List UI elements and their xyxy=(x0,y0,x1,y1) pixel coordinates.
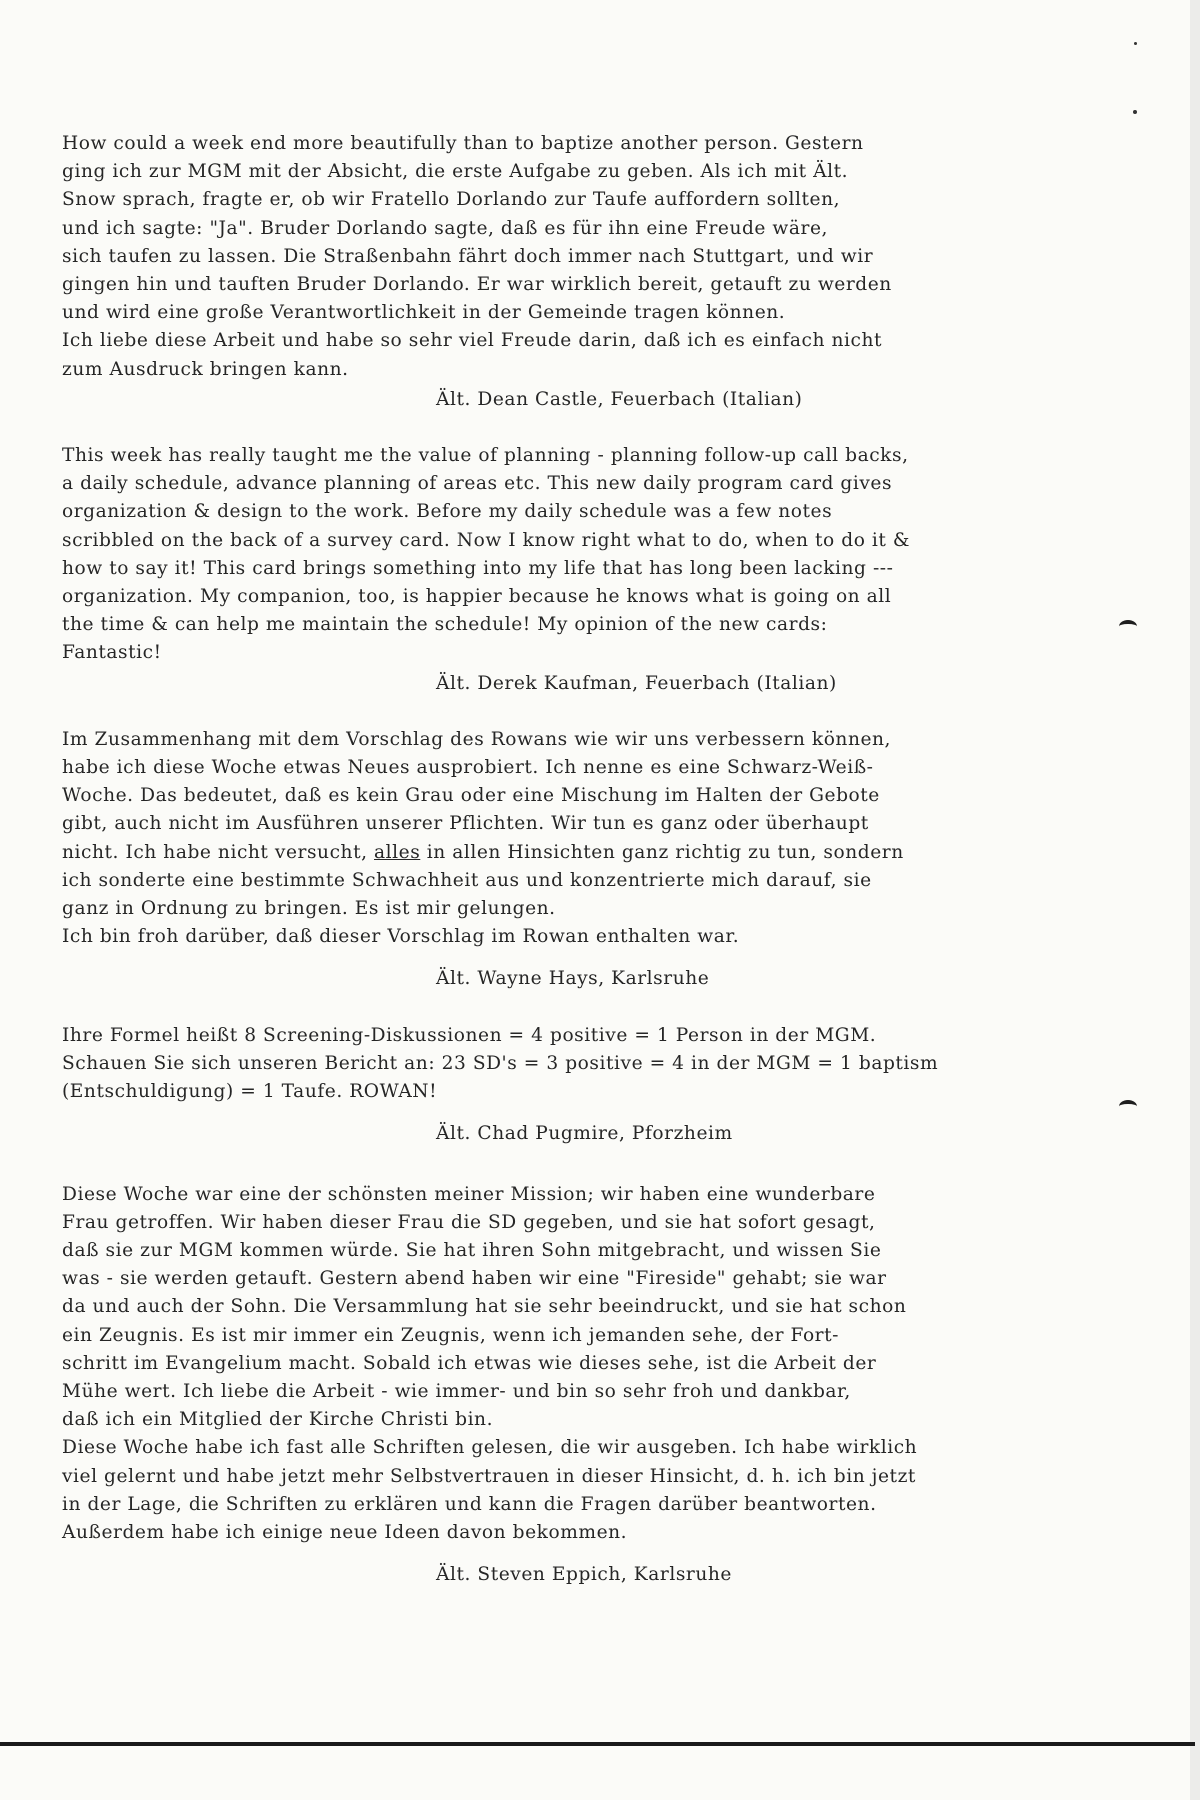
text-line: ich sonderte eine bestimmte Schwachheit aus und konzentrierte mich darauf, sie xyxy=(62,869,872,891)
entry-text xyxy=(62,726,1142,952)
spacer xyxy=(62,414,1142,442)
spacer xyxy=(62,994,1142,1022)
text-line: habe ich diese Woche etwas Neues ausprobiert. Ich nenne es eine Schwarz-Weiß- xyxy=(62,757,874,779)
entry-text xyxy=(62,1022,1142,1107)
text-line: gibt, auch nicht im Ausführen unserer Pflichten. Wir tun es ganz oder überhaupt xyxy=(62,813,869,835)
text-line: Ihre Formel heißt 8 Screening-Diskussionen = 4 positive = 1 Person in der MGM. xyxy=(62,1024,877,1046)
text-line: sich taufen zu lassen. Die Straßenbahn fährt doch immer nach Stuttgart, und wir xyxy=(62,245,874,267)
text-line: Im Zusammenhang mit dem Vorschlag des Rowans wie wir uns verbessern können, xyxy=(62,728,892,750)
entry-signature: Ält. Chad Pugmire, Pforzheim xyxy=(436,1123,733,1145)
entry-signature: Ält. Dean Castle, Feuerbach (Italian) xyxy=(436,388,803,410)
entry-signature: Ält. Wayne Hays, Karlsruhe xyxy=(436,968,710,990)
text-line: was - sie werden getauft. Gestern abend haben wir eine "Fireside" gehabt; sie war xyxy=(62,1268,887,1290)
text-line: ging ich zur MGM mit der Absicht, die erste Aufgabe zu geben. Als ich mit Ält. xyxy=(62,161,849,183)
text-line: Woche. Das bedeutet, daß es kein Grau oder eine Mischung im Halten der Gebote xyxy=(62,785,880,807)
text-line: und wird eine große Verantwortlichkeit in der Gemeinde tragen können. xyxy=(62,302,786,324)
text-line: Frau getroffen. Wir haben dieser Frau die SD gegeben, und sie hat sofort gesagt, xyxy=(62,1211,876,1233)
text-line: a daily schedule, advance planning of areas etc. This new daily program card gives xyxy=(62,473,893,495)
text-line: (Entschuldigung) = 1 Taufe. ROWAN! xyxy=(62,1081,438,1103)
text-line: This week has really taught me the value of planning - planning follow-up call backs, xyxy=(62,445,909,467)
text-line: organization & design to the work. Before my daily schedule was a few notes xyxy=(62,501,833,523)
text-line: Mühe wert. Ich liebe die Arbeit - wie immer- und bin so sehr froh und dankbar, xyxy=(62,1380,851,1402)
text-line: Diese Woche habe ich fast alle Schriften gelesen, die wir ausgeben. Ich habe wirklich xyxy=(62,1437,918,1459)
text-line: Außerdem habe ich einige neue Ideen davon bekommen. xyxy=(62,1521,628,1543)
text-line: the time & can help me maintain the schedule! My opinion of the new cards: xyxy=(62,614,828,636)
bottom-rule xyxy=(0,1742,1195,1746)
text-line: in der Lage, die Schriften zu erklären und kann die Fragen darüber beantworten. xyxy=(62,1493,877,1515)
spacer xyxy=(62,698,1142,726)
entry-text xyxy=(62,1181,1142,1548)
text-line: und ich sagte: "Ja". Bruder Dorlando sagte, daß es für ihn eine Freude wäre, xyxy=(62,217,828,239)
text-line: How could a week end more beautifully than to baptize another person. Gestern xyxy=(62,133,864,154)
text-line: viel gelernt und habe jetzt mehr Selbstvertrauen in dieser Hinsicht, d. h. ich bin jetzt xyxy=(62,1465,916,1487)
text-line: daß ich ein Mitglied der Kirche Christi bin. xyxy=(62,1409,494,1431)
scan-speck xyxy=(1133,110,1137,114)
text-line: gingen hin und tauften Bruder Dorlando. Er war wirklich bereit, getauft zu werden xyxy=(62,274,892,296)
page-edge-shadow xyxy=(1190,0,1200,1800)
entry-text xyxy=(62,442,1142,668)
entry-text xyxy=(62,130,1142,384)
spacer xyxy=(62,1149,1142,1181)
text-line: Fantastic! xyxy=(62,642,162,664)
text-line: ganz in Ordnung zu bringen. Es ist mir gelungen. xyxy=(62,898,556,920)
document-body xyxy=(62,130,1142,1589)
text-line: Ich bin froh darüber, daß dieser Vorschlag im Rowan enthalten war. xyxy=(62,926,740,948)
text-line: Ich liebe diese Arbeit und habe so sehr viel Freude darin, daß ich es einfach nicht xyxy=(62,330,882,352)
entry-signature: Ält. Steven Eppich, Karlsruhe xyxy=(436,1564,732,1586)
text-line: nicht. Ich habe nicht versucht, alles in allen Hinsichten ganz richtig zu tun, sondern xyxy=(62,841,904,863)
text-line: ein Zeugnis. Es ist mir immer ein Zeugnis, wenn ich jemanden sehe, der Fort- xyxy=(62,1324,839,1346)
text-line: zum Ausdruck bringen kann. xyxy=(62,358,349,380)
text-line: scribbled on the back of a survey card. Now I know right what to do, when to do it & xyxy=(62,529,910,551)
text-line: Snow sprach, fragte er, ob wir Fratello Dorlando zur Taufe auffordern sollten, xyxy=(62,189,841,211)
underlined-word: alles xyxy=(374,841,421,863)
scan-speck xyxy=(1134,42,1137,45)
text-line: how to say it! This card brings something into my life that has long been lacking --- xyxy=(62,557,894,579)
text-line: organization. My companion, too, is happier because he knows what is going on all xyxy=(62,586,892,608)
entry-signature: Ält. Derek Kaufman, Feuerbach (Italian) xyxy=(436,672,837,694)
text-line: Diese Woche war eine der schönsten meiner Mission; wir haben eine wunderbare xyxy=(62,1183,876,1205)
text-line: da und auch der Sohn. Die Versammlung hat sie sehr beeindruckt, und sie hat schon xyxy=(62,1296,907,1318)
text-line: daß sie zur MGM kommen würde. Sie hat ihren Sohn mitgebracht, und wissen Sie xyxy=(62,1239,882,1261)
text-line: schritt im Evangelium macht. Sobald ich etwas wie dieses sehe, ist die Arbeit der xyxy=(62,1352,877,1374)
text-line: Schauen Sie sich unseren Bericht an: 23 SD's = 3 positive = 4 in der MGM = 1 baptism xyxy=(62,1052,939,1074)
